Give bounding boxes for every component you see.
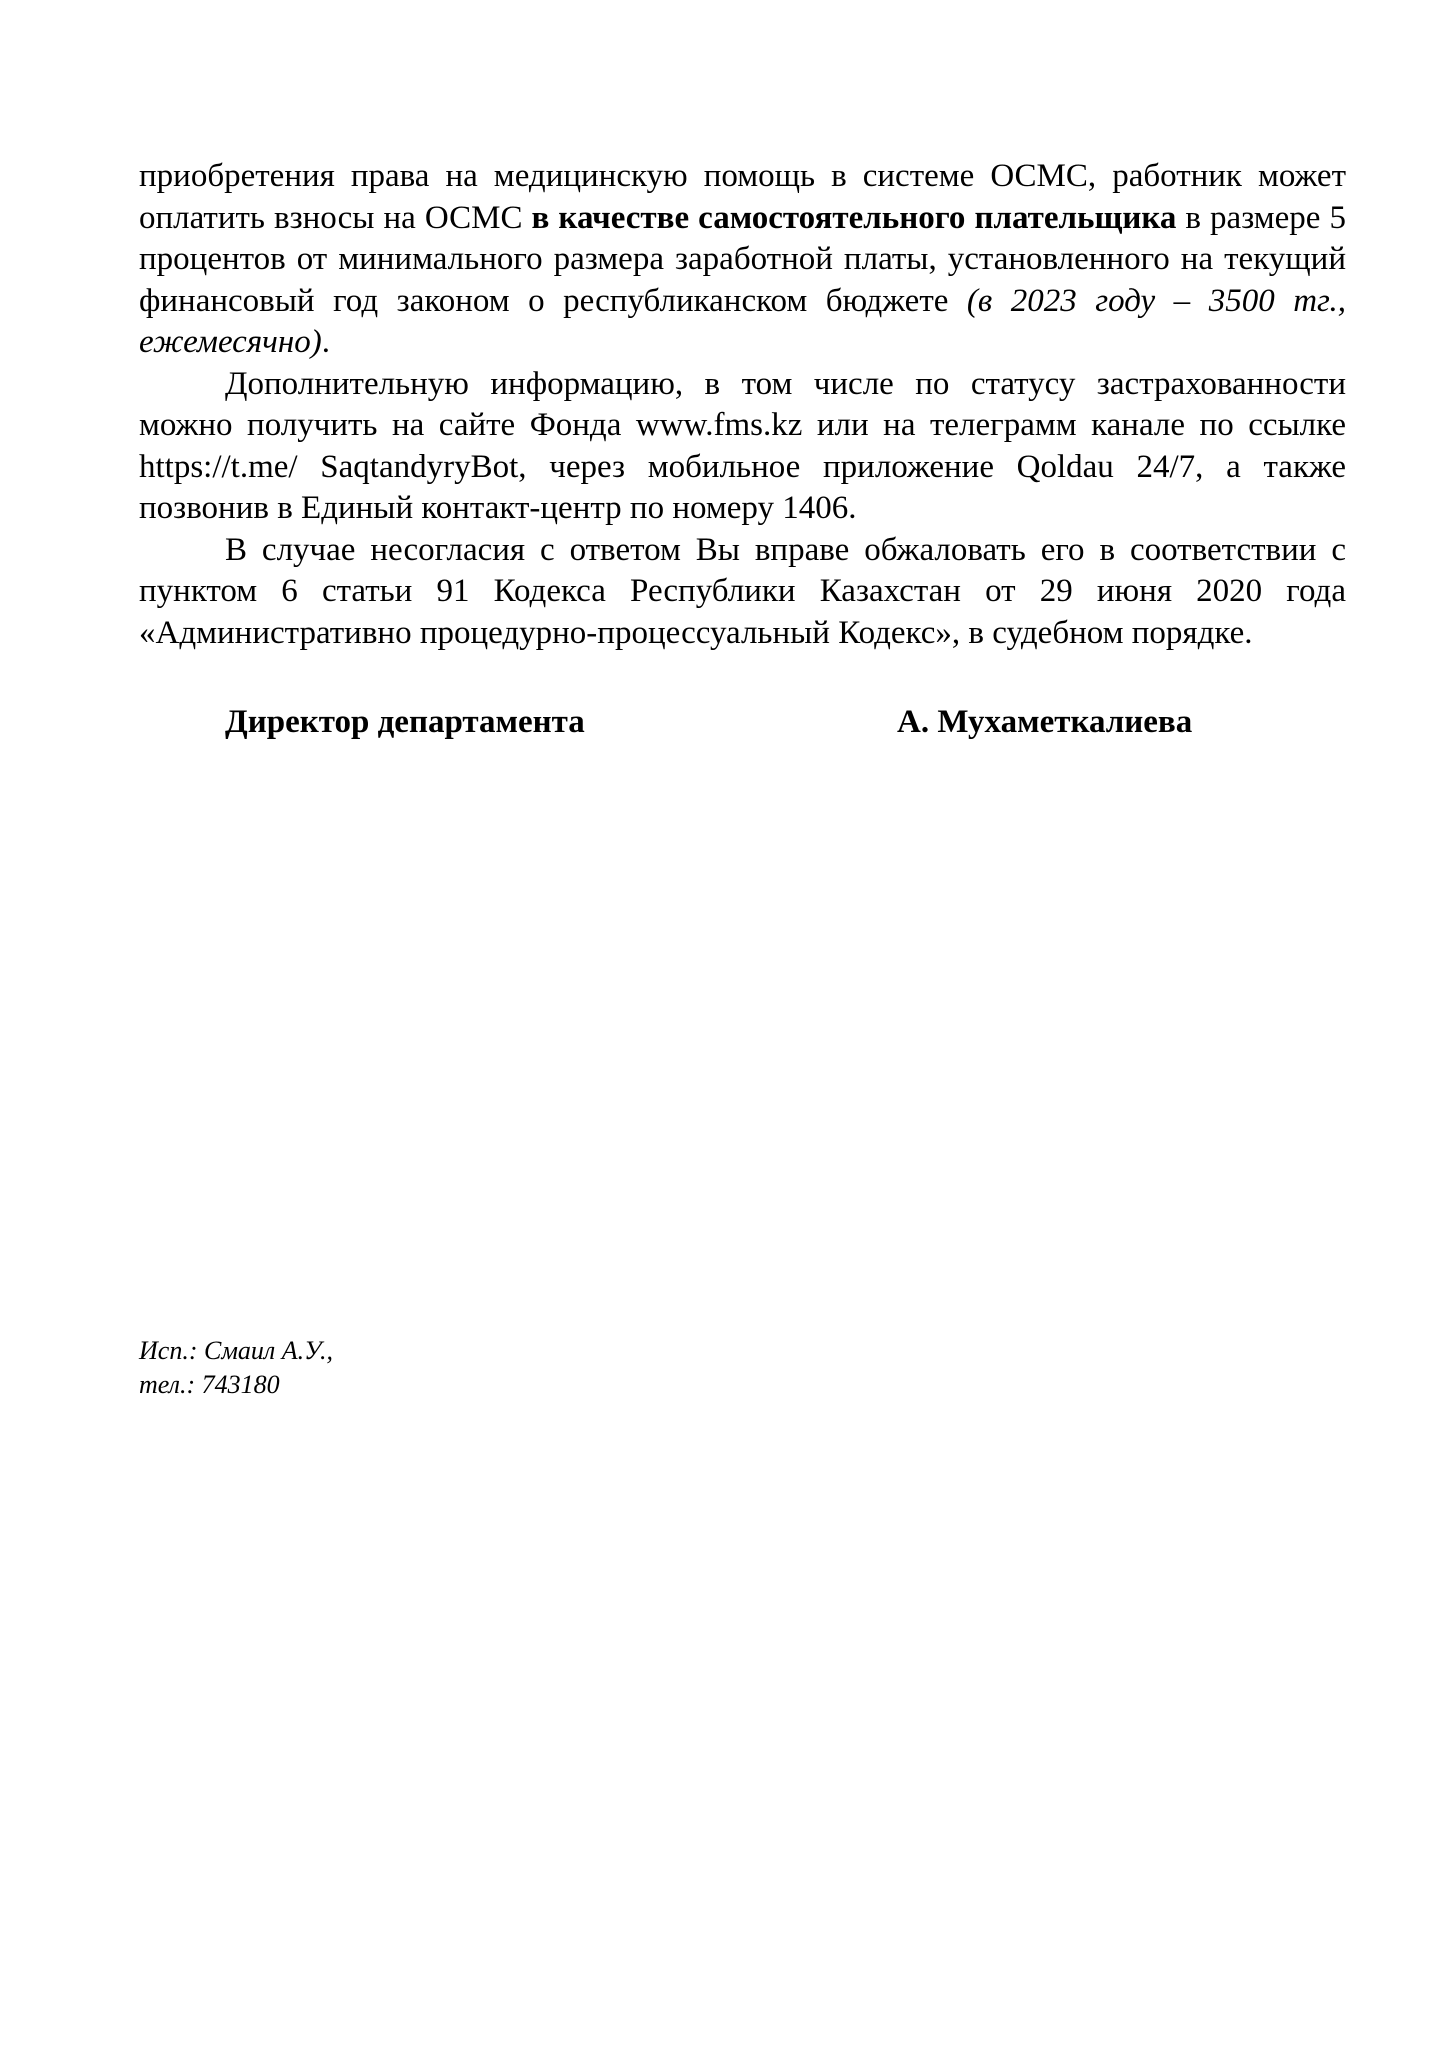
executor-phone: тел.: 743180 xyxy=(139,1370,280,1399)
executor-block xyxy=(139,1334,333,1402)
paragraph-appeal-info: В случае несогласия с ответом Вы вправе обжаловать его в соответствии с пунктом 6 статьи 91 Кодекса Республики Казахстан от 29 июня 2020 года «Административно процедурно-процессуальный Кодекс», в судебном порядке. xyxy=(139,531,1346,651)
amount-note: (в 2023 году – 3500 тг., ежемесячно) xyxy=(139,282,1346,360)
paragraph-text: приобретения права на медицинскую помощь в системе ОСМС, работник может оплатить взносы на ОСМС xyxy=(139,158,1346,236)
letter-body xyxy=(139,156,1346,654)
signatory-title: Директор департамента xyxy=(225,704,585,740)
paragraph-end: . xyxy=(321,324,331,360)
paragraph-text: в размере 5 процентов от минимального размера заработной платы, установленного на текущий финансовый год законом о республиканском бюджете xyxy=(139,199,1347,319)
paragraph-payment-info xyxy=(139,156,1346,364)
executor-name: Исп.: Смаил А.У., xyxy=(139,1336,333,1365)
self-payer-emphasis: в качестве самостоятельного плательщика xyxy=(531,199,1177,236)
signatory-name: А. Мухаметкалиева xyxy=(897,704,1193,740)
paragraph-contact-info: Дополнительную информацию, в том числе по статусу застрахованности можно получить на сайте Фонда www.fms.kz или на телеграмм канале по ссылке https://t.me/ SaqtandyryBot, через мобильное приложение Qoldau 24/7, а также позвонив в Единый контакт-центр по номеру 1406. xyxy=(139,365,1346,526)
